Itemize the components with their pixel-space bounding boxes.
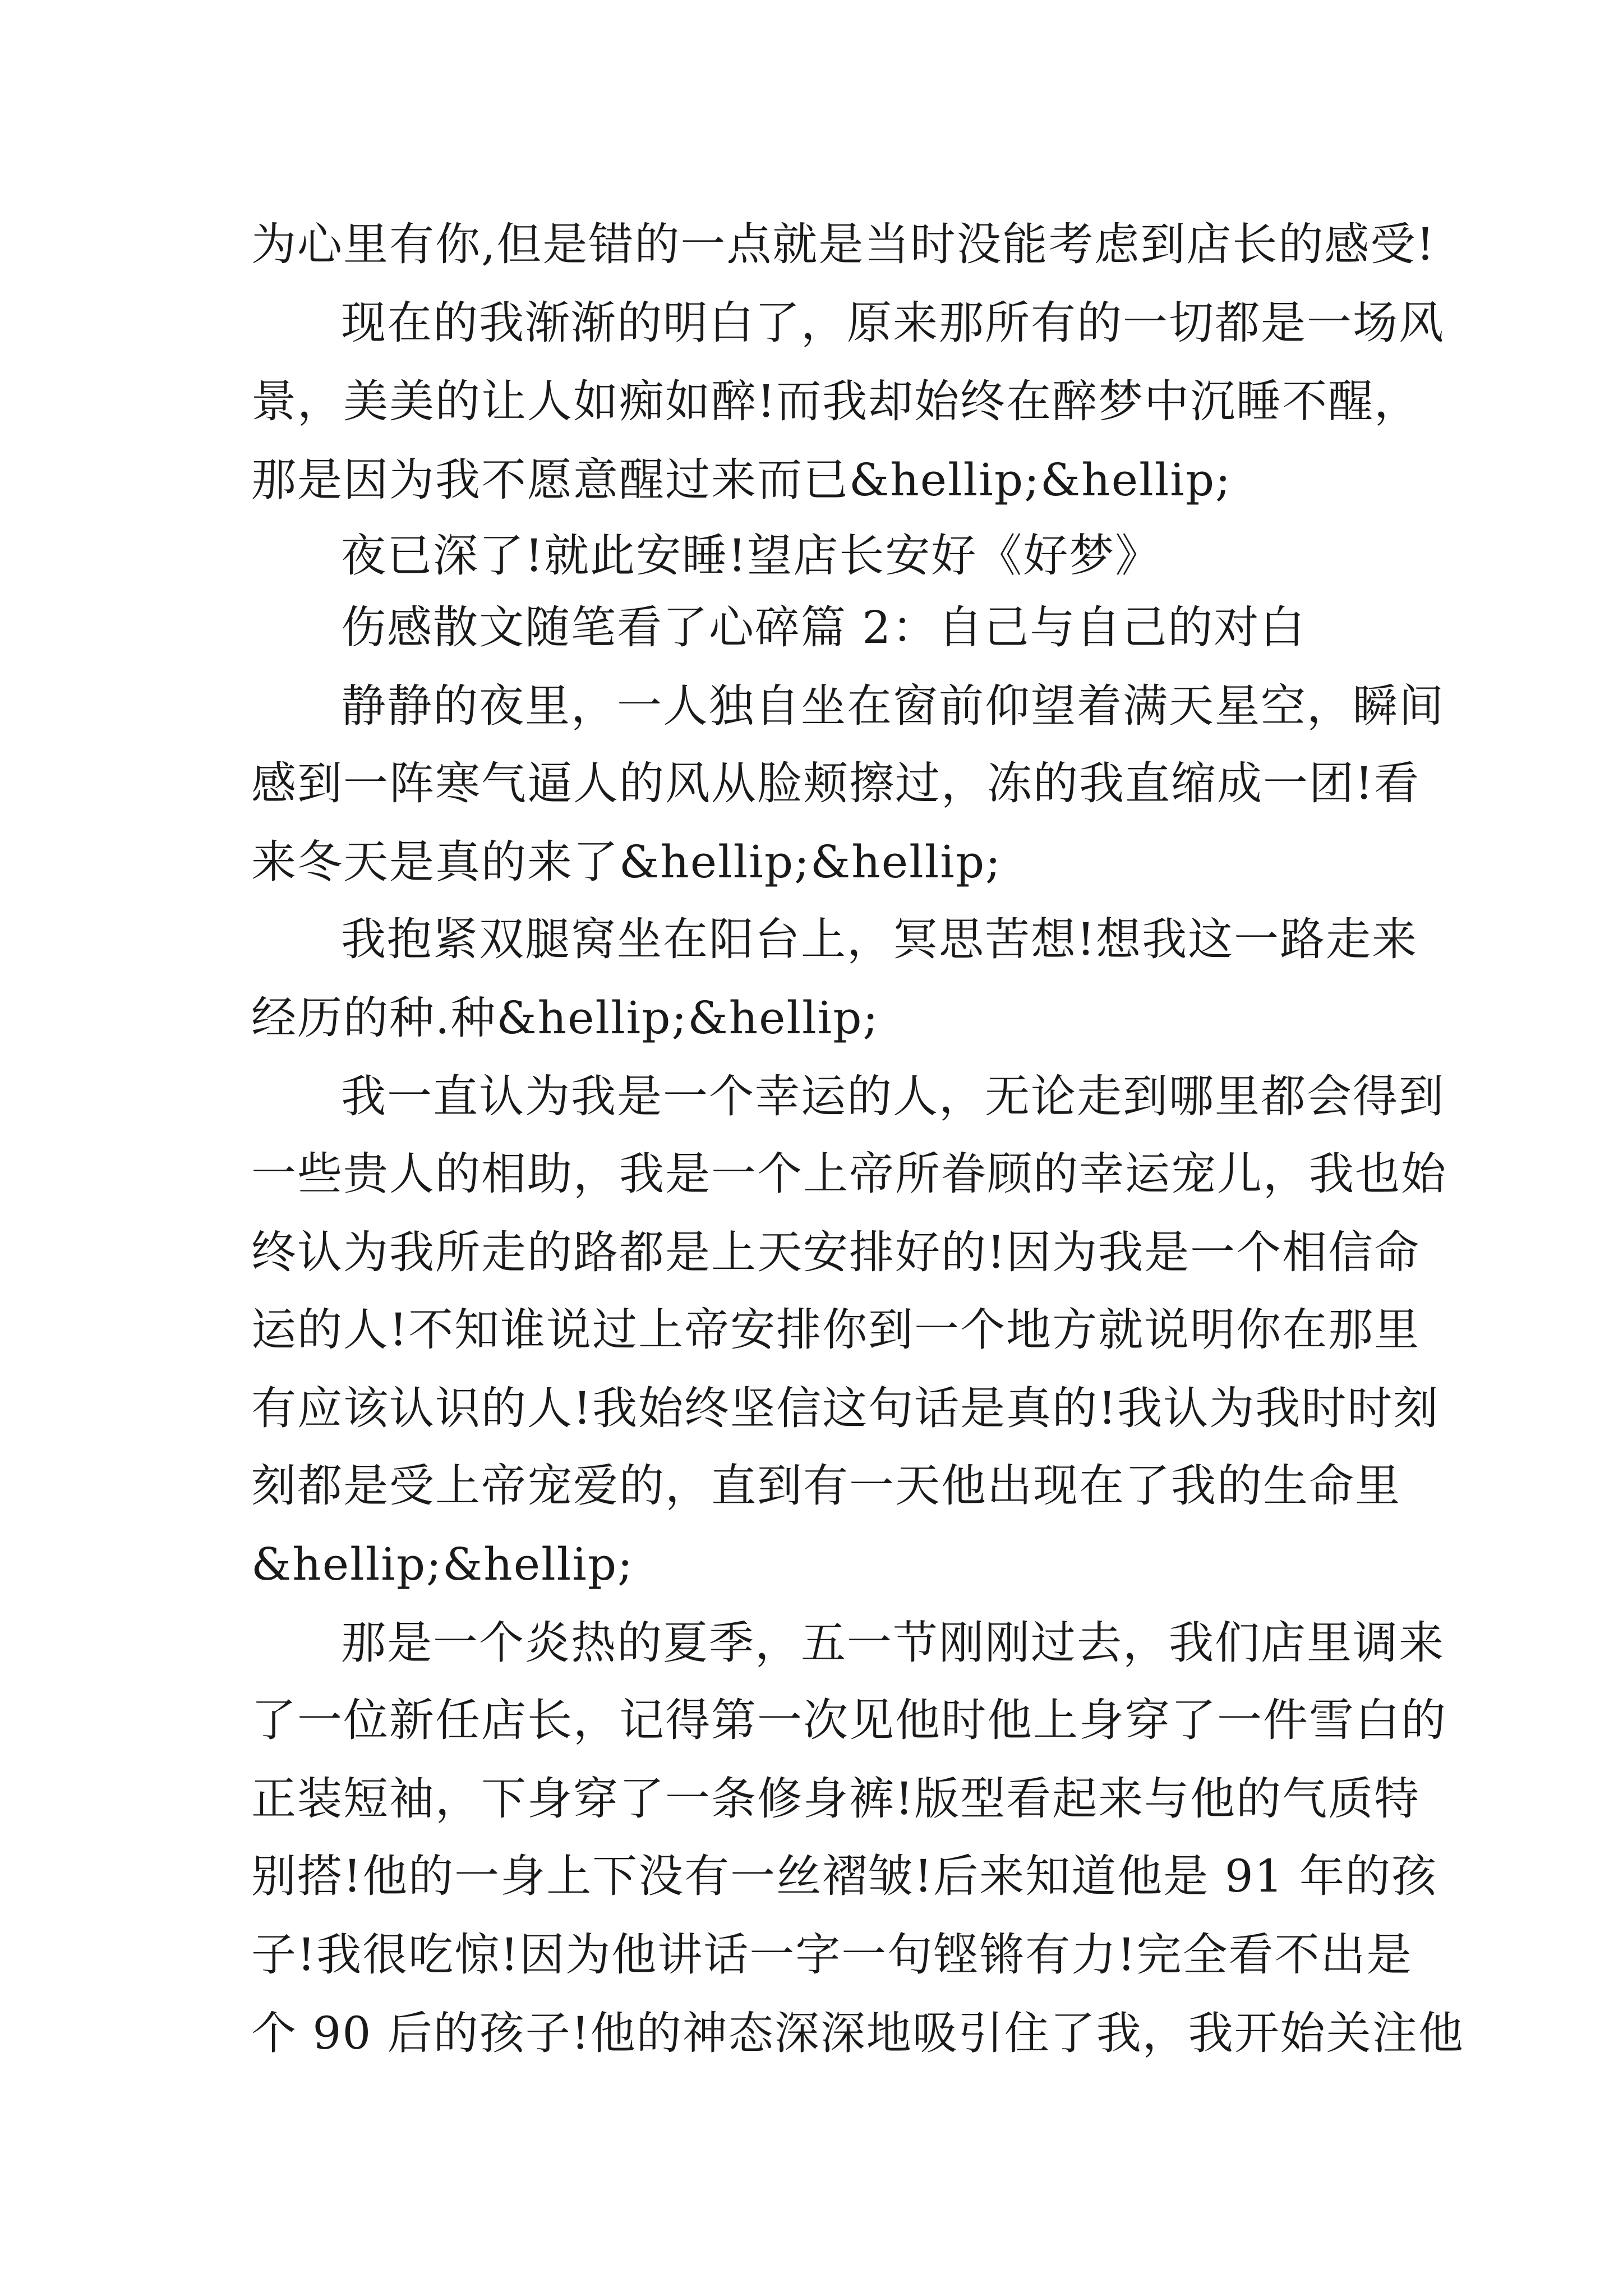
text-line: 为心里有你,但是错的一点就是当时没能考虑到店长的感受! [251, 218, 1436, 270]
text-line: 了一位新任店长，记得第一次见他时他上身穿了一件雪白的 [251, 1694, 1447, 1746]
text-line: 我抱紧双腿窝坐在阳台上，冥思苦想!想我这一路走来 [341, 913, 1418, 965]
text-line: 静静的夜里，一人独自坐在窗前仰望着满天星空，瞬间 [341, 680, 1445, 732]
text-line: 运的人!不知谁说过上帝安排你到一个地方就说明你在那里 [251, 1304, 1421, 1356]
text-line: 那是因为我不愿意醒过来而已&hellip;&hellip; [251, 454, 1232, 506]
text-line: 子!我很吃惊!因为他讲话一字一句铿锵有力!完全看不出是 [251, 1929, 1413, 1981]
text-line: 个 90 后的孩子!他的神态深深地吸引住了我，我开始关注他 [251, 2007, 1464, 2059]
text-line: 现在的我渐渐的明白了，原来那所有的一切都是一场风 [341, 297, 1445, 349]
text-line: 刻都是受上帝宠爱的，直到有一天他出现在了我的生命里 [251, 1460, 1401, 1512]
text-line: 我一直认为我是一个幸运的人，无论走到哪里都会得到 [341, 1070, 1445, 1122]
text-line: 来冬天是真的来了&hellip;&hellip; [251, 836, 1002, 888]
text-line: 经历的种.种&hellip;&hellip; [251, 992, 879, 1044]
text-line: 那是一个炎热的夏季，五一节刚刚过去，我们店里调来 [341, 1617, 1445, 1669]
text-line: 有应该认识的人!我始终坚信这句话是真的!我认为我时时刻 [251, 1382, 1440, 1434]
text-line: 终认为我所走的路都是上天安排好的!因为我是一个相信命 [251, 1226, 1421, 1278]
text-line: 别搭!他的一身上下没有一丝褶皱!后来知道他是 91 年的孩 [251, 1850, 1437, 1902]
text-line: 伤感散文随笔看了心碎篇 2：自己与自己的对白 [341, 601, 1306, 654]
text-line: 一些贵人的相助，我是一个上帝所眷顾的幸运宠儿，我也始 [251, 1148, 1447, 1200]
text-line: 感到一阵寒气逼人的风从脸颊擦过，冻的我直缩成一团!看 [251, 757, 1421, 809]
text-line: 正装短袖，下身穿了一条修身裤!版型看起来与他的气质特 [251, 1773, 1421, 1825]
text-line: 景，美美的让人如痴如醉!而我却始终在醉梦中沉睡不醒， [251, 375, 1421, 427]
text-line: &hellip;&hellip; [251, 1538, 634, 1590]
text-line: 夜已深了!就此安睡!望店长安好《好梦》 [341, 530, 1161, 582]
